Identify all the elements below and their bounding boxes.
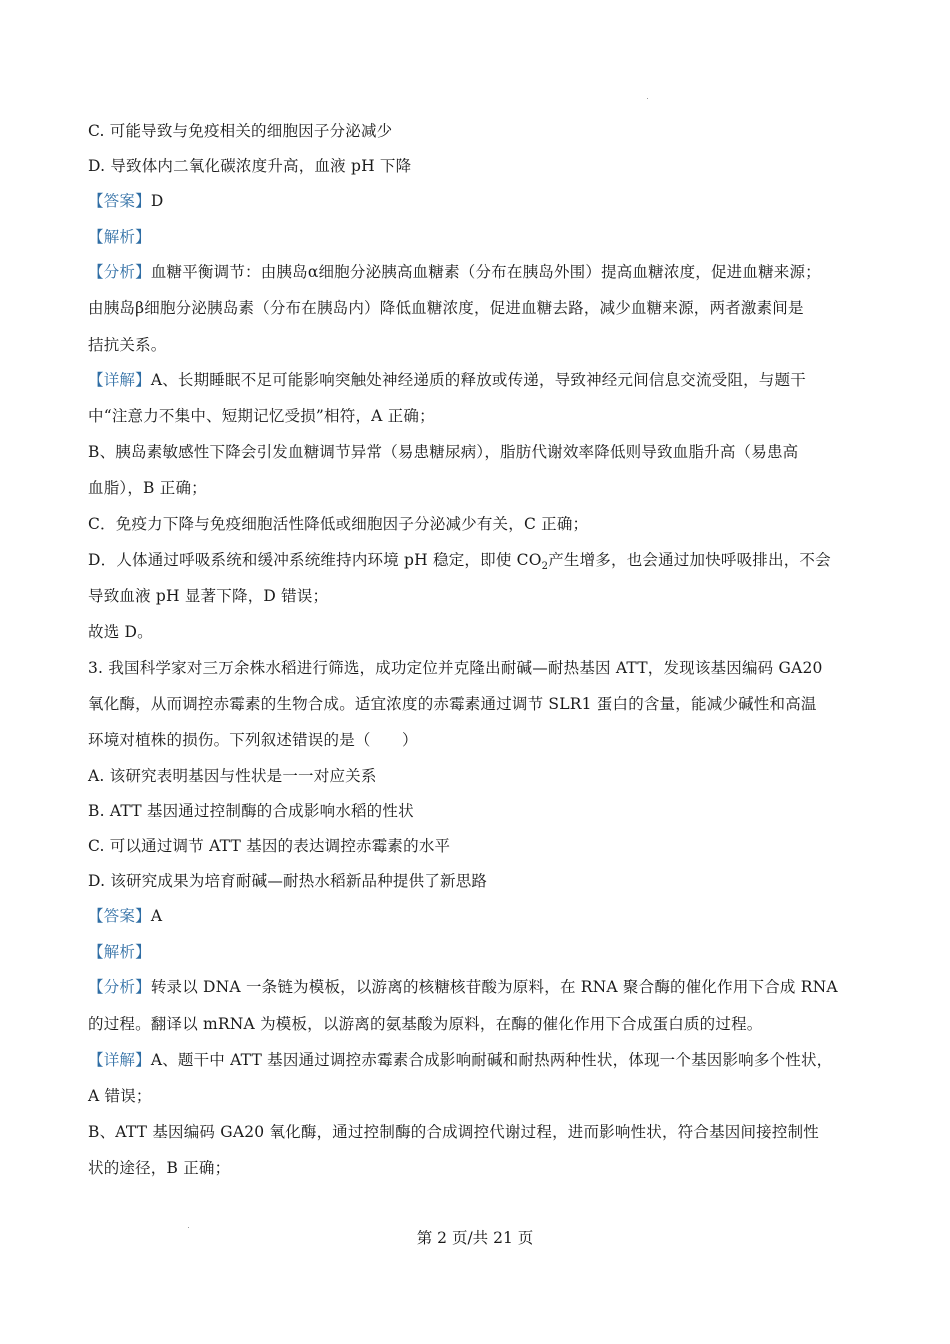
detail-tag: 【详解】 [88,371,151,389]
text-line: 氧化酶，从而调控赤霉素的生物合成。适宜浓度的赤霉素通过调节 SLR1 蛋白的含量，能减少碱性和高温 [88,695,817,713]
answer-tag: 【答案】 [88,907,151,925]
text-line: B、ATT 基因编码 GA20 氧化酶，通过控制酶的合成调控代谢过程，进而影响性状，符合基因间接控制性 [88,1123,819,1141]
text-line: 中“注意力不集中、短期记忆受损”相符，A 正确； [88,407,435,425]
fenxi-line: 【分析】转录以 DNA 一条链为模板，以游离的核糖核苷酸为原料，在 RNA 聚合酶的催化作用下合成 RNA [88,978,838,996]
analysis-line [88,941,890,963]
scan-dot [647,98,648,99]
option-line: D. 该研究成果为培育耐碱—耐热水稻新品种提供了新思路 [88,872,488,890]
text-line: 的过程。翻译以 mRNA 为模板，以游离的氨基酸为原料，在酶的催化作用下合成蛋白质的过程。 [88,1015,763,1033]
option-line: B. ATT 基因通过控制酶的合成影响水稻的性状 [88,802,414,820]
detail-line: 【详解】A、题干中 ATT 基因通过调控赤霉素合成影响耐碱和耐热两种性状，体现一个基因影响多个性状， [88,1051,833,1069]
text-line: 导致血液 pH 显著下降，D 错误； [88,587,329,605]
page-footer: 第 2 页/共 21 页 [416,1229,534,1247]
analysis-tag: 【解析】 [88,943,151,961]
fenxi-tag: 【分析】 [88,263,151,281]
fenxi-line: 【分析】血糖平衡调节：由胰岛α细胞分泌胰高血糖素（分布在胰岛外围）提高血糖浓度，促进血糖来源； [88,263,821,281]
detail-line: 【详解】A、长期睡眠不足可能影响突触处神经递质的释放或传递，导致神经元间信息交流受阻，与题干 [88,371,806,389]
text-line: 由胰岛β细胞分泌胰岛素（分布在胰岛内）降低血糖浓度，促进血糖去路，减少血糖来源，两者激素间是 [88,299,804,317]
text-line: D. 导致体内二氧化碳浓度升高，血液 pH 下降 [88,157,412,175]
text-line: 血脂），B 正确； [88,479,207,497]
question-line: 3. 我国科学家对三万余株水稻进行筛选，成功定位并克隆出耐碱—耐热基因 ATT，发现该基因编码 GA20 [88,659,823,677]
text-line: D．人体通过呼吸系统和缓冲系统维持内环境 pH 稳定，即使 $CO_2$产生增多，也会通过加快呼吸排出，不会 [88,551,831,573]
text-line: 故选 D。 [88,623,153,641]
detail-tag: 【详解】 [88,1051,151,1069]
text-line: B、胰岛素敏感性下降会引发血糖调节异常（易患糖尿病），脂肪代谢效率降低则导致血脂升高（易患高 [88,443,799,461]
text-line: 状的途径，B 正确； [88,1159,231,1177]
text-line: 拮抗关系。 [88,336,167,354]
text-line: 环境对植株的损伤。下列叙述错误的是（ ） [88,731,418,749]
analysis-tag: 【解析】 [88,228,151,246]
answer-line: 【答案】A [88,907,163,925]
text-line: C. 可能导致与免疫相关的细胞因子分泌减少 [88,122,393,140]
option-line: C. 可以通过调节 ATT 基因的表达调控赤霉素的水平 [88,837,451,855]
option-line: A. 该研究表明基因与性状是一一对应关系 [88,767,377,785]
text-line: A 错误； [88,1087,152,1105]
answer-tag: 【答案】 [88,192,151,210]
text-line: C．免疫力下降与免疫细胞活性降低或细胞因子分泌减少有关，C 正确； [88,515,589,533]
fenxi-tag: 【分析】 [88,978,151,996]
analysis-line [88,226,890,248]
answer-line: 【答案】D [88,192,164,210]
